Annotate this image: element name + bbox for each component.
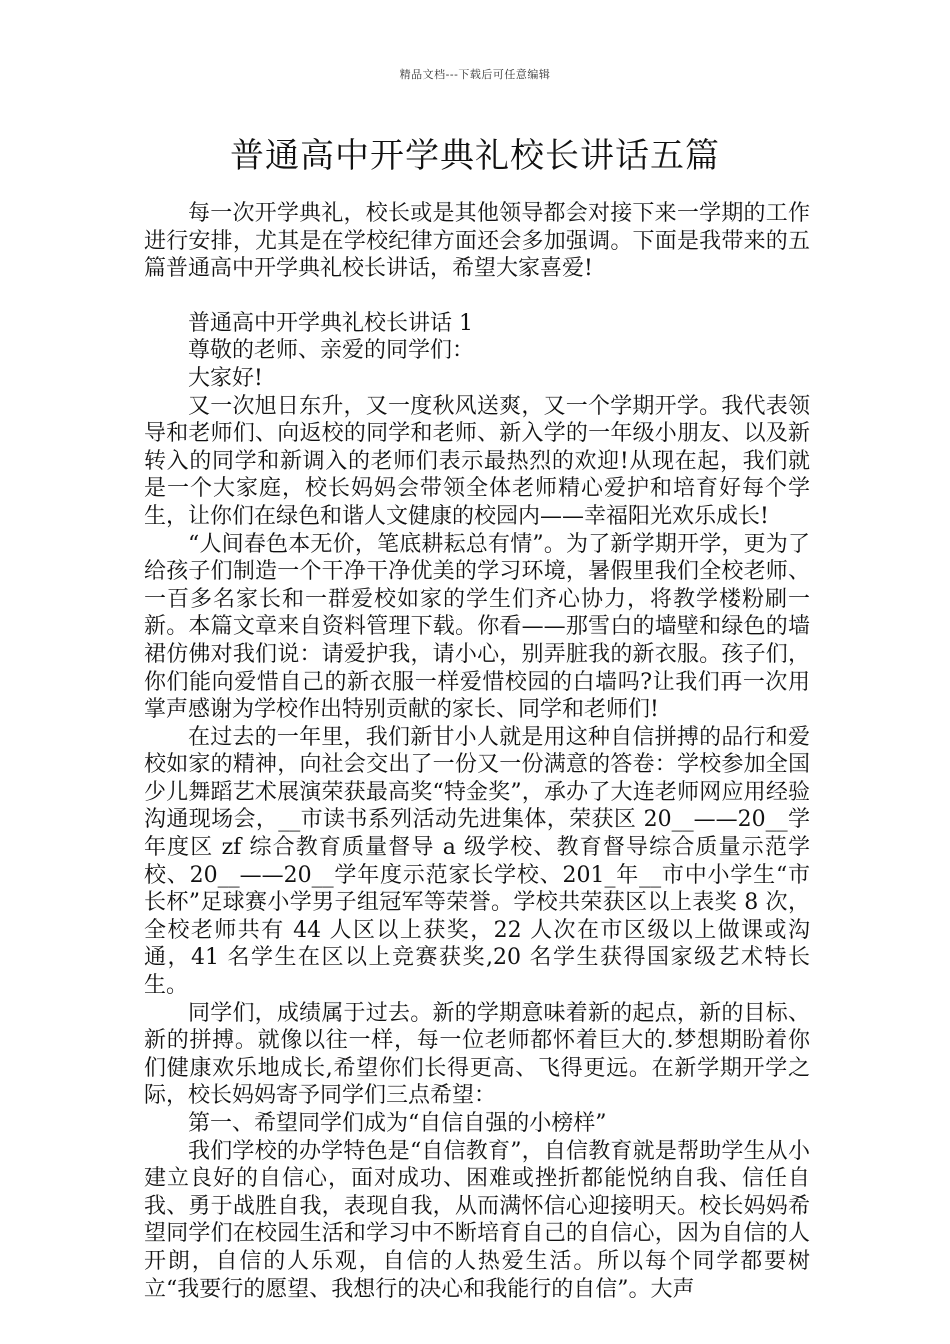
salutation: 尊敬的老师、亲爱的同学们： [188,338,475,364]
document-title: 普通高中开学典礼校长讲话五篇 [230,136,720,176]
body-paragraph: 又一次旭日东升，又一度秋风送爽，又一个学期开学。我代表领导和老师们、向返校的同学和老师、新入学的一年级小朋友、以及新转入的同学和新调入的老师们表示最热烈的欢迎!从现在起，我们就是一个大家庭，校长妈妈会带领全体老师精心爱护和培育好每个学生，让你们在绿色和谐人文健康的校园内——幸福阳光欢乐成长! [144,393,810,529]
intro-paragraph: 每一次开学典礼，校长或是其他领导都会对接下来一学期的工作进行安排，尤其是在学校纪律方面还会多加强调。下面是我带来的五篇普通高中开学典礼校长讲话，希望大家喜爱! [144,201,810,282]
body-paragraph: 我们学校的办学特色是“自信教育”，自信教育就是帮助学生从小建立良好的自信心，面对成功、困难或挫折都能悦纳自我、信任自我、勇于战胜自我，表现自我，从而满怀信心迎接明天。校长妈妈希望同学们在校园生活和学习中不断培育自己的自信心，因为自信的人开朗，自信的人乐观，自信的人热爱生活。所以每个同学都要树立“我要行的愿望、我想行的决心和我能行的自信”。大声 [144,1138,810,1302]
subheading-paragraph: 第一、希望同学们成为“自信自强的小榜样” [188,1111,607,1136]
header-note: 精品文档---下载后可任意编辑 [399,68,551,81]
body-paragraph: 在过去的一年里，我们新甘小人就是用这种自信拼搏的品行和爱校如家的精神，向社会交出了一份又一份满意的答卷：学校参加全国少儿舞蹈艺术展演荣获最高奖“特金奖”，承办了大连老师网应用经验沟通现场会，__市读书系列活动先进集体，荣获区 20__——20__学年度区 zf 综合教育质量督导 a 级学校、教育督导综合质量示范学校、20__——20__学年度示范家长学校、201_年__市中小学生“市长杯”足球赛小学男子组冠军等荣誉。学校共荣获区以上表奖 8 次，全校老师共有 44 人区以上获奖，22 人次在市区级以上做课或沟通，41 名学生在区以上竞赛获奖,20 名学生获得国家级艺术特长生。 [144,724,810,999]
paragraph-gap [144,283,810,310]
document-body [144,200,810,1303]
body-paragraph: 同学们，成绩属于过去。新的学期意味着新的起点，新的目标、新的拼搏。就像以往一样，每一位老师都怀着巨大的.梦想期盼着你们健康欢乐地成长,希望你们长得更高、飞得更远。在新学期开学之际，校长妈妈寄予同学们三点希望： [144,1000,810,1109]
section-heading: 普通高中开学典礼校长讲话 1 [188,310,473,336]
body-paragraph: “人间春色本无价，笔底耕耘总有情”。为了新学期开学，更为了给孩子们制造一个干净干净优美的学习环境，暑假里我们全校老师、一百多名家长和一群爱校如家的学生们齐心协力，将教学楼粉刷一新。本篇文章来自资料管理下载。你看——那雪白的墙壁和绿色的墙裙仿佛对我们说：请爱护我，请小心，别弄脏我的新衣服。孩子们，你们能向爱惜自己的新衣服一样爱惜校园的白墙吗?让我们再一次用掌声感谢为学校作出特别贡献的家长、同学和老师们! [144,531,810,723]
greeting: 大家好! [188,365,263,391]
